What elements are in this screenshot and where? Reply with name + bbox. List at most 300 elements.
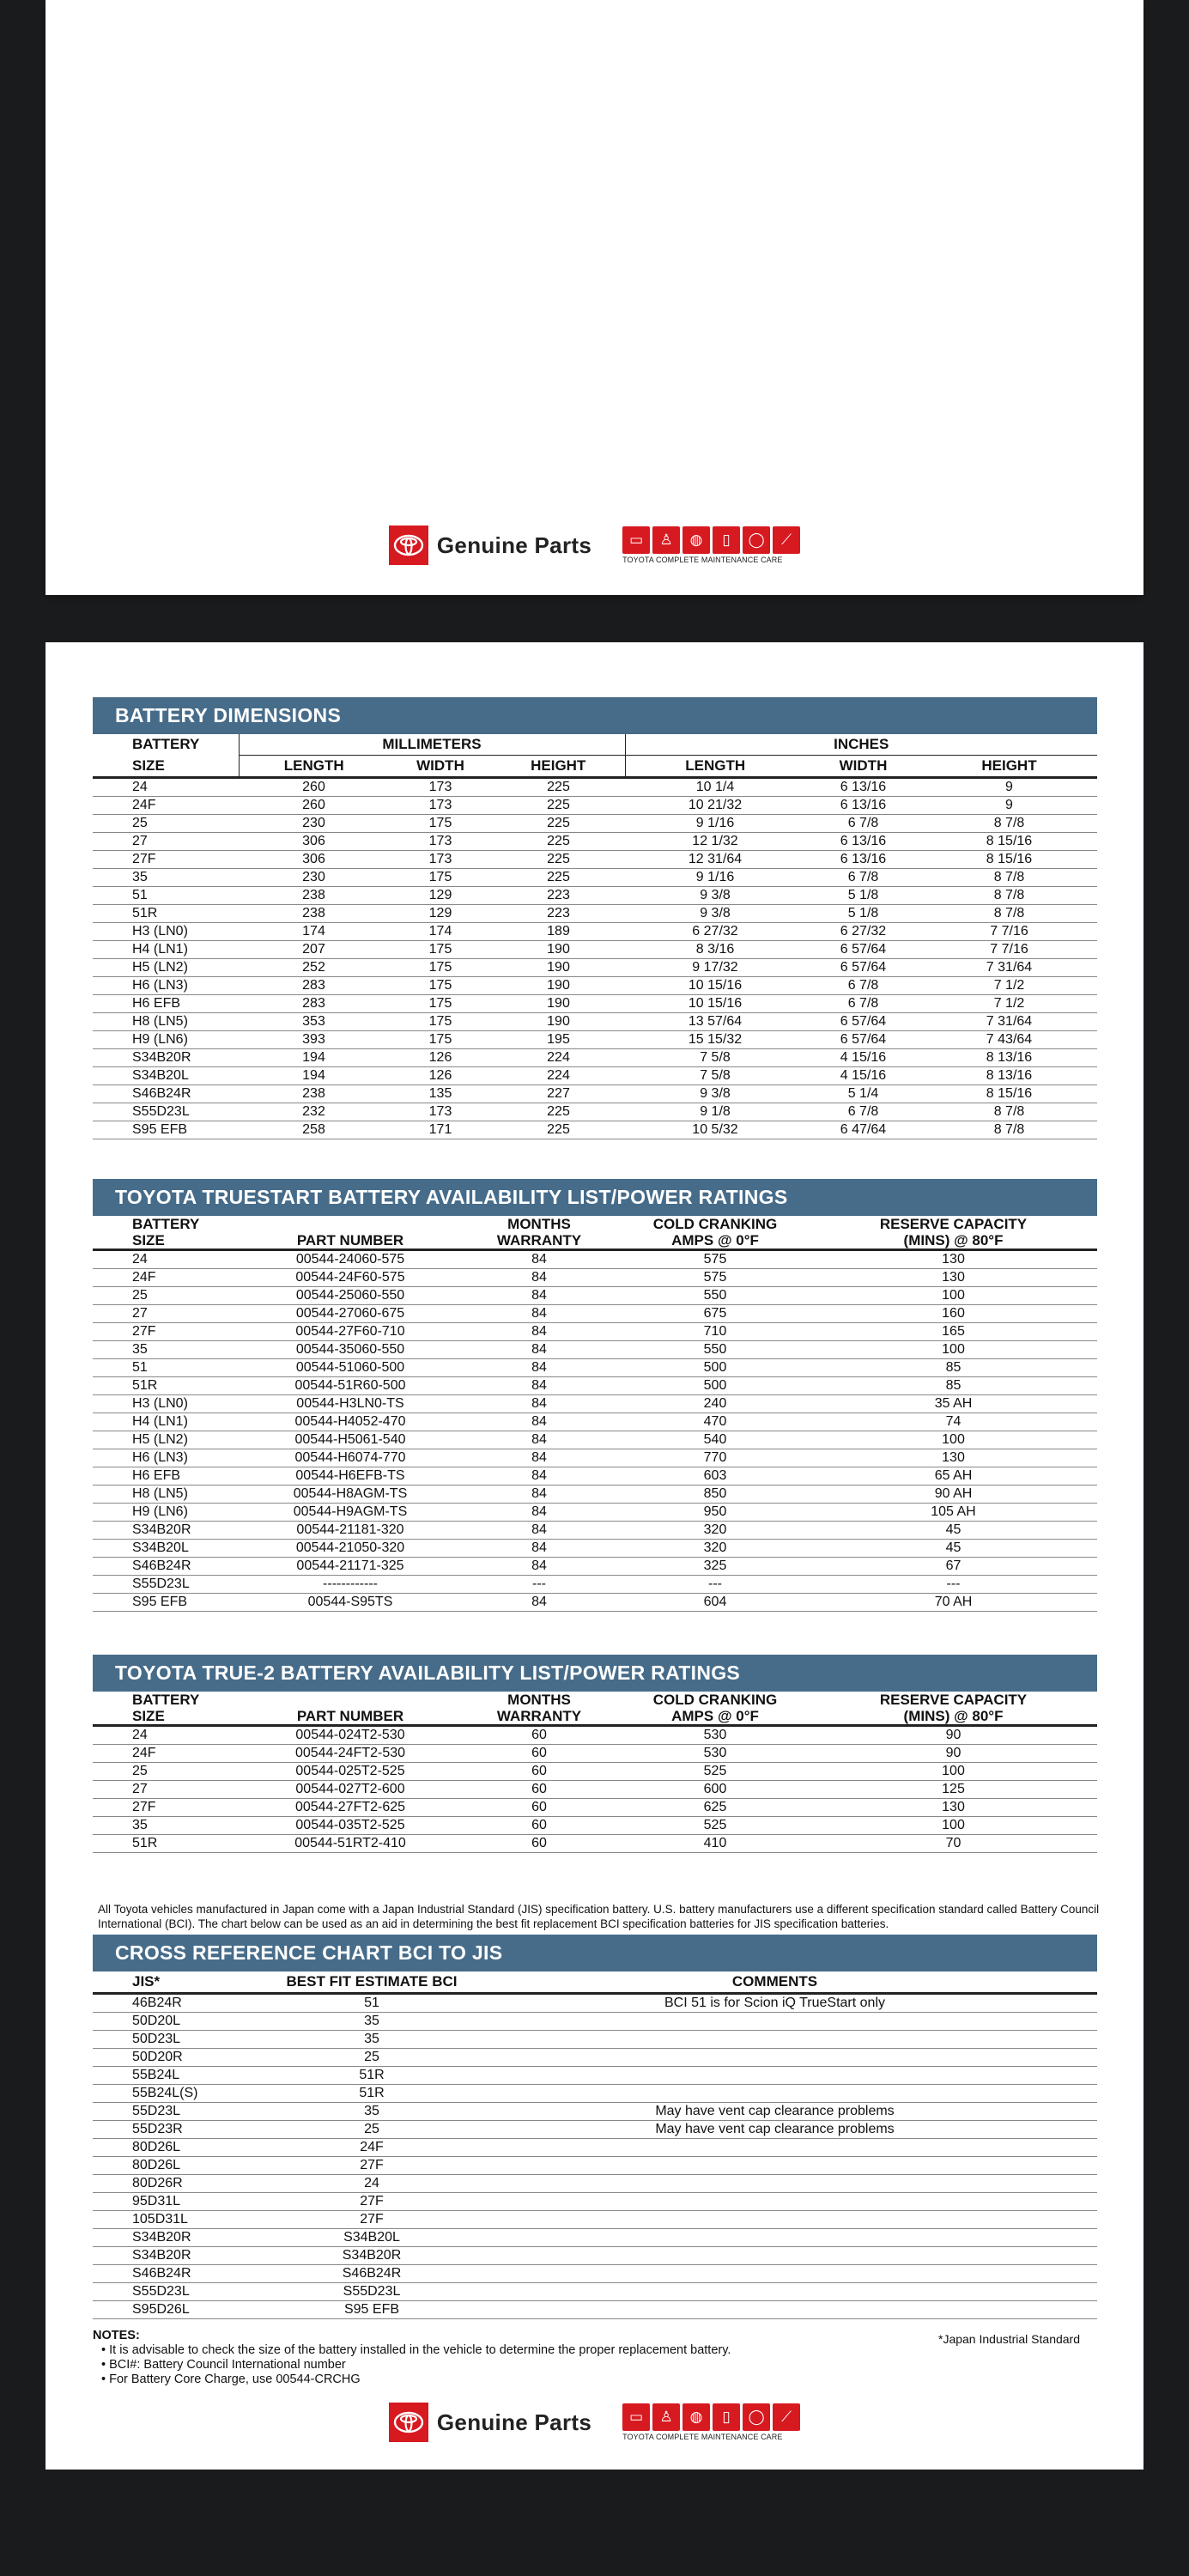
- table-row: [93, 2031, 1097, 2049]
- table-cell: 6 57/64: [805, 1031, 921, 1049]
- table-cell: 24: [93, 1250, 243, 1269]
- header-mm-length: LENGTH: [239, 756, 389, 778]
- table-row: [93, 1323, 1097, 1341]
- table-cell: 7 1/2: [921, 977, 1097, 995]
- tcmc-logo: [622, 526, 800, 564]
- table-cell: 710: [621, 1323, 810, 1341]
- table-cell: 175: [389, 995, 492, 1013]
- table-row: [93, 905, 1097, 923]
- table-cell: S46B24R: [93, 2265, 243, 2283]
- table-row: [93, 1799, 1097, 1817]
- notes-list: [93, 2343, 1097, 2387]
- table-cell: 00544-S95TS: [243, 1594, 458, 1612]
- header-reserve-capacity: RESERVE CAPACITY: [879, 1216, 1028, 1232]
- table-cell: S34B20L: [93, 1540, 243, 1558]
- table-cell: [500, 2211, 1097, 2229]
- table-cell: 00544-24F60-575: [243, 1269, 458, 1287]
- table-cell: 8 7/8: [921, 869, 1097, 887]
- table-cell: [500, 2049, 1097, 2067]
- table-cell: H8 (LN5): [93, 1013, 239, 1031]
- table-cell: 00544-51060-500: [243, 1359, 458, 1377]
- tcmc-caption: TOYOTA COMPLETE MAINTENANCE CARE: [622, 556, 783, 564]
- table-cell: S95 EFB: [93, 1121, 239, 1139]
- table-cell: 50D23L: [93, 2031, 243, 2049]
- table-cell: S55D23L: [243, 2283, 500, 2301]
- table-cell: 9: [921, 797, 1097, 815]
- table-cell: 84: [458, 1504, 621, 1522]
- table-row: [93, 2247, 1097, 2265]
- table-cell: 130: [810, 1269, 1097, 1287]
- table-cell: 675: [621, 1305, 810, 1323]
- table-cell: 174: [389, 923, 492, 941]
- table-cell: 51R: [243, 2067, 500, 2085]
- table-row: [93, 923, 1097, 941]
- table-row: [93, 1449, 1097, 1467]
- table-cell: 35: [93, 869, 239, 887]
- table-cell: 7 43/64: [921, 1031, 1097, 1049]
- table-cell: [500, 2301, 1097, 2319]
- table-row: [93, 778, 1097, 797]
- note-item: • For Battery Core Charge, use 00544-CRCHG: [101, 2372, 1097, 2387]
- true2-section: [93, 1655, 1097, 1853]
- table-cell: 105D31L: [93, 2211, 243, 2229]
- table-cell: 8 7/8: [921, 815, 1097, 833]
- table-cell: 325: [621, 1558, 810, 1576]
- table-cell: S55D23L: [93, 2283, 243, 2301]
- table-row: [93, 2049, 1097, 2067]
- table-cell: 25: [243, 2049, 500, 2067]
- table-cell: 7 7/16: [921, 923, 1097, 941]
- table-cell: 6 57/64: [805, 959, 921, 977]
- header-in-height: HEIGHT: [921, 756, 1097, 778]
- table-cell: 51: [93, 887, 239, 905]
- table-cell: 00544-H4052-470: [243, 1413, 458, 1431]
- table-row: [93, 851, 1097, 869]
- battery-dimensions-section: [93, 697, 1097, 1139]
- table-cell: H9 (LN6): [93, 1504, 243, 1522]
- table-cell: 35 AH: [810, 1395, 1097, 1413]
- table-cell: 10 21/32: [625, 797, 805, 815]
- table-cell: 51: [93, 1359, 243, 1377]
- table-cell: 8 3/16: [625, 941, 805, 959]
- table-cell: 8 15/16: [921, 833, 1097, 851]
- table-cell: 225: [492, 797, 625, 815]
- battery-icon: ▭: [622, 526, 650, 554]
- genuine-parts-logo: [389, 526, 591, 565]
- table-cell: 125: [810, 1781, 1097, 1799]
- table-cell: 55B24L(S): [93, 2085, 243, 2103]
- table-cell: 194: [239, 1067, 389, 1085]
- table-row: [93, 1413, 1097, 1431]
- table-row: [93, 941, 1097, 959]
- table-cell: 00544-035T2-525: [243, 1817, 458, 1835]
- note-item: • It is advisable to check the size of the battery installed in the vehicle to determine the proper replacement battery.: [101, 2343, 1097, 2358]
- table-cell: 84: [458, 1522, 621, 1540]
- table-cell: 90: [810, 1726, 1097, 1745]
- table-cell: S95 EFB: [243, 2301, 500, 2319]
- table-cell: 238: [239, 1085, 389, 1103]
- table-cell: ---: [458, 1576, 621, 1594]
- header-mins: (MINS) @ 80°F: [810, 1709, 1097, 1726]
- table-cell: 173: [389, 851, 492, 869]
- header-millimeters: MILLIMETERS: [239, 734, 625, 756]
- table-cell: 27: [93, 833, 239, 851]
- table-cell: 15 15/32: [625, 1031, 805, 1049]
- table-cell: 74: [810, 1413, 1097, 1431]
- table-cell: H6 EFB: [93, 995, 239, 1013]
- table-cell: 35: [243, 2103, 500, 2121]
- table-cell: 00544-27FT2-625: [243, 1799, 458, 1817]
- table-cell: 24: [243, 2175, 500, 2193]
- table-cell: 27: [93, 1781, 243, 1799]
- table-cell: 84: [458, 1305, 621, 1323]
- table-cell: 80D26L: [93, 2157, 243, 2175]
- table-cell: 353: [239, 1013, 389, 1031]
- table-row: [93, 2085, 1097, 2103]
- table-cell: 35: [243, 2031, 500, 2049]
- table-cell: 575: [621, 1250, 810, 1269]
- table-cell: H6 (LN3): [93, 1449, 243, 1467]
- table-cell: 252: [239, 959, 389, 977]
- table-cell: 24: [93, 778, 239, 797]
- table-row: [93, 2211, 1097, 2229]
- table-cell: 173: [389, 797, 492, 815]
- table-cell: 25: [93, 1287, 243, 1305]
- toyota-emblem-icon: [389, 526, 428, 565]
- table-cell: 24F: [93, 797, 239, 815]
- table-cell: 194: [239, 1049, 389, 1067]
- crossref-section: [93, 1935, 1097, 2319]
- table-row: [93, 1305, 1097, 1323]
- table-row: [93, 1121, 1097, 1139]
- table-cell: 00544-51R60-500: [243, 1377, 458, 1395]
- table-cell: 525: [621, 1763, 810, 1781]
- table-cell: [500, 2013, 1097, 2031]
- table-cell: 7 7/16: [921, 941, 1097, 959]
- wrench-icon: ⟋: [773, 526, 800, 554]
- table-cell: 8 7/8: [921, 1121, 1097, 1139]
- header-months: MONTHS: [507, 1692, 571, 1708]
- header-battery: BATTERY: [132, 736, 200, 753]
- table-cell: 24: [93, 1726, 243, 1745]
- table-cell: 232: [239, 1103, 389, 1121]
- table-row: [93, 833, 1097, 851]
- table-cell: 603: [621, 1467, 810, 1485]
- table-cell: 24F: [243, 2139, 500, 2157]
- table-cell: 530: [621, 1745, 810, 1763]
- table-cell: 130: [810, 1250, 1097, 1269]
- table-row: [93, 1377, 1097, 1395]
- table-cell: 8 7/8: [921, 1103, 1097, 1121]
- table-cell: 10 15/16: [625, 977, 805, 995]
- table-row: [93, 1103, 1097, 1121]
- table-cell: 126: [389, 1067, 492, 1085]
- table-row: [93, 1745, 1097, 1763]
- table-cell: 189: [492, 923, 625, 941]
- table-cell: 393: [239, 1031, 389, 1049]
- table-cell: 65 AH: [810, 1467, 1097, 1485]
- table-cell: 240: [621, 1395, 810, 1413]
- table-cell: 260: [239, 778, 389, 797]
- header-mins: (MINS) @ 80°F: [810, 1233, 1097, 1250]
- table-cell: 224: [492, 1049, 625, 1067]
- table-cell: 6 7/8: [805, 977, 921, 995]
- header-warranty: WARRANTY: [458, 1709, 621, 1726]
- table-cell: 84: [458, 1558, 621, 1576]
- table-cell: May have vent cap clearance problems: [500, 2121, 1097, 2139]
- table-cell: S55D23L: [93, 1576, 243, 1594]
- table-row: [93, 1994, 1097, 2013]
- table-cell: 575: [621, 1269, 810, 1287]
- table-cell: 00544-H5061-540: [243, 1431, 458, 1449]
- table-cell: 190: [492, 941, 625, 959]
- table-cell: 60: [458, 1835, 621, 1853]
- table-cell: 225: [492, 1103, 625, 1121]
- table-cell: 530: [621, 1726, 810, 1745]
- header-in-width: WIDTH: [805, 756, 921, 778]
- table-cell: 84: [458, 1323, 621, 1341]
- header-size: SIZE: [93, 1709, 243, 1726]
- table-cell: [500, 2175, 1097, 2193]
- table-row: [93, 2229, 1097, 2247]
- table-cell: 175: [389, 1031, 492, 1049]
- table-cell: 604: [621, 1594, 810, 1612]
- table-cell: 190: [492, 1013, 625, 1031]
- table-cell: 84: [458, 1359, 621, 1377]
- table-cell: 27F: [243, 2193, 500, 2211]
- table-cell: 55D23L: [93, 2103, 243, 2121]
- table-cell: 238: [239, 905, 389, 923]
- section-title: CROSS REFERENCE CHART BCI TO JIS: [93, 1935, 1097, 1971]
- table-cell: 600: [621, 1781, 810, 1799]
- table-cell: H8 (LN5): [93, 1485, 243, 1504]
- table-cell: S34B20R: [93, 1522, 243, 1540]
- table-cell: 175: [389, 977, 492, 995]
- table-cell: 175: [389, 941, 492, 959]
- table-cell: 60: [458, 1726, 621, 1745]
- table-cell: 260: [239, 797, 389, 815]
- table-cell: 540: [621, 1431, 810, 1449]
- table-cell: 6 7/8: [805, 995, 921, 1013]
- table-cell: 175: [389, 1013, 492, 1031]
- table-cell: S46B24R: [93, 1085, 239, 1103]
- crossref-table: [93, 1971, 1097, 2319]
- table-row: [93, 887, 1097, 905]
- table-cell: 45: [810, 1522, 1097, 1540]
- table-cell: 6 27/32: [625, 923, 805, 941]
- table-cell: 84: [458, 1269, 621, 1287]
- table-cell: 225: [492, 778, 625, 797]
- table-cell: 9 3/8: [625, 887, 805, 905]
- table-cell: ---: [621, 1576, 810, 1594]
- table-cell: 50D20R: [93, 2049, 243, 2067]
- table-cell: S34B20R: [243, 2247, 500, 2265]
- table-cell: 7 1/2: [921, 995, 1097, 1013]
- table-cell: [500, 2139, 1097, 2157]
- table-cell: 9 17/32: [625, 959, 805, 977]
- table-cell: S95D26L: [93, 2301, 243, 2319]
- table-cell: 8 15/16: [921, 1085, 1097, 1103]
- table-cell: 190: [492, 977, 625, 995]
- table-cell: 190: [492, 995, 625, 1013]
- table-cell: 100: [810, 1763, 1097, 1781]
- document-page-1: [45, 0, 1144, 595]
- header-reserve-capacity: RESERVE CAPACITY: [879, 1692, 1028, 1708]
- table-cell: 00544-H3LN0-TS: [243, 1395, 458, 1413]
- table-cell: H5 (LN2): [93, 959, 239, 977]
- table-cell: 7 31/64: [921, 1013, 1097, 1031]
- table-row: [93, 2283, 1097, 2301]
- table-cell: 00544-51RT2-410: [243, 1835, 458, 1853]
- table-cell: S46B24R: [243, 2265, 500, 2283]
- table-cell: 27F: [243, 2211, 500, 2229]
- note-item: • BCI#: Battery Council International number: [101, 2358, 1097, 2372]
- table-cell: 35: [243, 2013, 500, 2031]
- brand-text: Genuine Parts: [436, 2409, 592, 2435]
- table-cell: 283: [239, 995, 389, 1013]
- header-in-length: LENGTH: [625, 756, 805, 778]
- jis-disclaimer: All Toyota vehicles manufactured in Japan come with a Japan Industrial Standard (JIS) specification battery. U.S. battery manufacturers use a different specification standard called Battery Council International (BCI). The chart below can be used as an aid in determining the best fit replacement BCI specification batteries for JIS specification batteries.: [98, 1903, 1100, 1930]
- table-cell: 6 13/16: [805, 778, 921, 797]
- table-cell: 84: [458, 1449, 621, 1467]
- table-row: [93, 1287, 1097, 1305]
- notes-title: NOTES:: [93, 2329, 140, 2342]
- table-cell: 130: [810, 1449, 1097, 1467]
- table-row: [93, 2067, 1097, 2085]
- table-row: [93, 1726, 1097, 1745]
- true2-table: [93, 1692, 1097, 1853]
- table-cell: 51R: [93, 1377, 243, 1395]
- table-cell: 24F: [93, 1745, 243, 1763]
- tire-icon: ◯: [743, 2403, 770, 2431]
- table-cell: 129: [389, 887, 492, 905]
- table-cell: 9: [921, 778, 1097, 797]
- tire-icon: ◯: [743, 526, 770, 554]
- table-cell: 60: [458, 1799, 621, 1817]
- header-size: SIZE: [93, 1233, 243, 1250]
- table-cell: 225: [492, 815, 625, 833]
- table-cell: [500, 2031, 1097, 2049]
- oil-icon: ▯: [713, 2403, 740, 2431]
- table-cell: 126: [389, 1049, 492, 1067]
- dimensions-table: [93, 734, 1097, 1139]
- table-row: [93, 1594, 1097, 1612]
- table-cell: 00544-21181-320: [243, 1522, 458, 1540]
- table-cell: 84: [458, 1287, 621, 1305]
- table-cell: 195: [492, 1031, 625, 1049]
- table-row: [93, 1817, 1097, 1835]
- table-row: [93, 1467, 1097, 1485]
- table-cell: 5 1/8: [805, 905, 921, 923]
- table-cell: 85: [810, 1377, 1097, 1395]
- table-cell: 130: [810, 1799, 1097, 1817]
- table-cell: 175: [389, 815, 492, 833]
- table-cell: 51R: [93, 1835, 243, 1853]
- table-cell: 173: [389, 1103, 492, 1121]
- table-cell: [500, 2067, 1097, 2085]
- table-cell: 84: [458, 1431, 621, 1449]
- table-cell: 00544-025T2-525: [243, 1763, 458, 1781]
- table-cell: 90: [810, 1745, 1097, 1763]
- table-cell: 625: [621, 1799, 810, 1817]
- table-cell: H3 (LN0): [93, 923, 239, 941]
- table-row: [93, 1085, 1097, 1103]
- table-cell: 8 15/16: [921, 851, 1097, 869]
- table-row: [93, 1835, 1097, 1853]
- brand-text: Genuine Parts: [436, 532, 592, 558]
- table-cell: H3 (LN0): [93, 1395, 243, 1413]
- table-cell: 175: [389, 959, 492, 977]
- table-cell: 00544-21050-320: [243, 1540, 458, 1558]
- table-cell: 225: [492, 851, 625, 869]
- table-cell: [500, 2157, 1097, 2175]
- table-row: [93, 2175, 1097, 2193]
- table-cell: 00544-H9AGM-TS: [243, 1504, 458, 1522]
- table-cell: 224: [492, 1067, 625, 1085]
- table-cell: 320: [621, 1522, 810, 1540]
- table-cell: 283: [239, 977, 389, 995]
- tcmc-logo: [622, 2403, 800, 2441]
- table-cell: 7 5/8: [625, 1067, 805, 1085]
- table-cell: 223: [492, 905, 625, 923]
- table-row: [93, 1558, 1097, 1576]
- table-cell: 238: [239, 887, 389, 905]
- table-row: [93, 1269, 1097, 1287]
- table-cell: 95D31L: [93, 2193, 243, 2211]
- table-cell: 84: [458, 1377, 621, 1395]
- table-cell: 35: [93, 1817, 243, 1835]
- table-cell: 00544-24FT2-530: [243, 1745, 458, 1763]
- wiper-fluid-icon: ♙: [652, 526, 680, 554]
- table-cell: 7 31/64: [921, 959, 1097, 977]
- table-row: [93, 2013, 1097, 2031]
- document-page-2: [45, 642, 1144, 2470]
- table-cell: 00544-25060-550: [243, 1287, 458, 1305]
- table-cell: 190: [492, 959, 625, 977]
- table-cell: S34B20L: [93, 1067, 239, 1085]
- table-cell: 6 13/16: [805, 833, 921, 851]
- table-cell: H9 (LN6): [93, 1031, 239, 1049]
- table-cell: 135: [389, 1085, 492, 1103]
- table-cell: 00544-27060-675: [243, 1305, 458, 1323]
- table-cell: 60: [458, 1745, 621, 1763]
- table-cell: 51R: [243, 2085, 500, 2103]
- table-row: [93, 1013, 1097, 1031]
- table-cell: [500, 2193, 1097, 2211]
- table-cell: 129: [389, 905, 492, 923]
- table-cell: 770: [621, 1449, 810, 1467]
- table-row: [93, 1049, 1097, 1067]
- table-cell: 4 15/16: [805, 1067, 921, 1085]
- table-row: [93, 1250, 1097, 1269]
- table-cell: 9 1/16: [625, 869, 805, 887]
- table-cell: 160: [810, 1305, 1097, 1323]
- table-cell: 70 AH: [810, 1594, 1097, 1612]
- wrench-icon: ⟋: [773, 2403, 800, 2431]
- table-cell: 6 13/16: [805, 851, 921, 869]
- table-cell: 00544-35060-550: [243, 1341, 458, 1359]
- table-row: [93, 995, 1097, 1013]
- table-cell: 12 1/32: [625, 833, 805, 851]
- table-row: [93, 869, 1097, 887]
- table-cell: 173: [389, 833, 492, 851]
- table-cell: 85: [810, 1359, 1097, 1377]
- table-cell: ------------: [243, 1576, 458, 1594]
- table-cell: 8 7/8: [921, 887, 1097, 905]
- table-row: [93, 2157, 1097, 2175]
- table-cell: 00544-27F60-710: [243, 1323, 458, 1341]
- table-cell: 320: [621, 1540, 810, 1558]
